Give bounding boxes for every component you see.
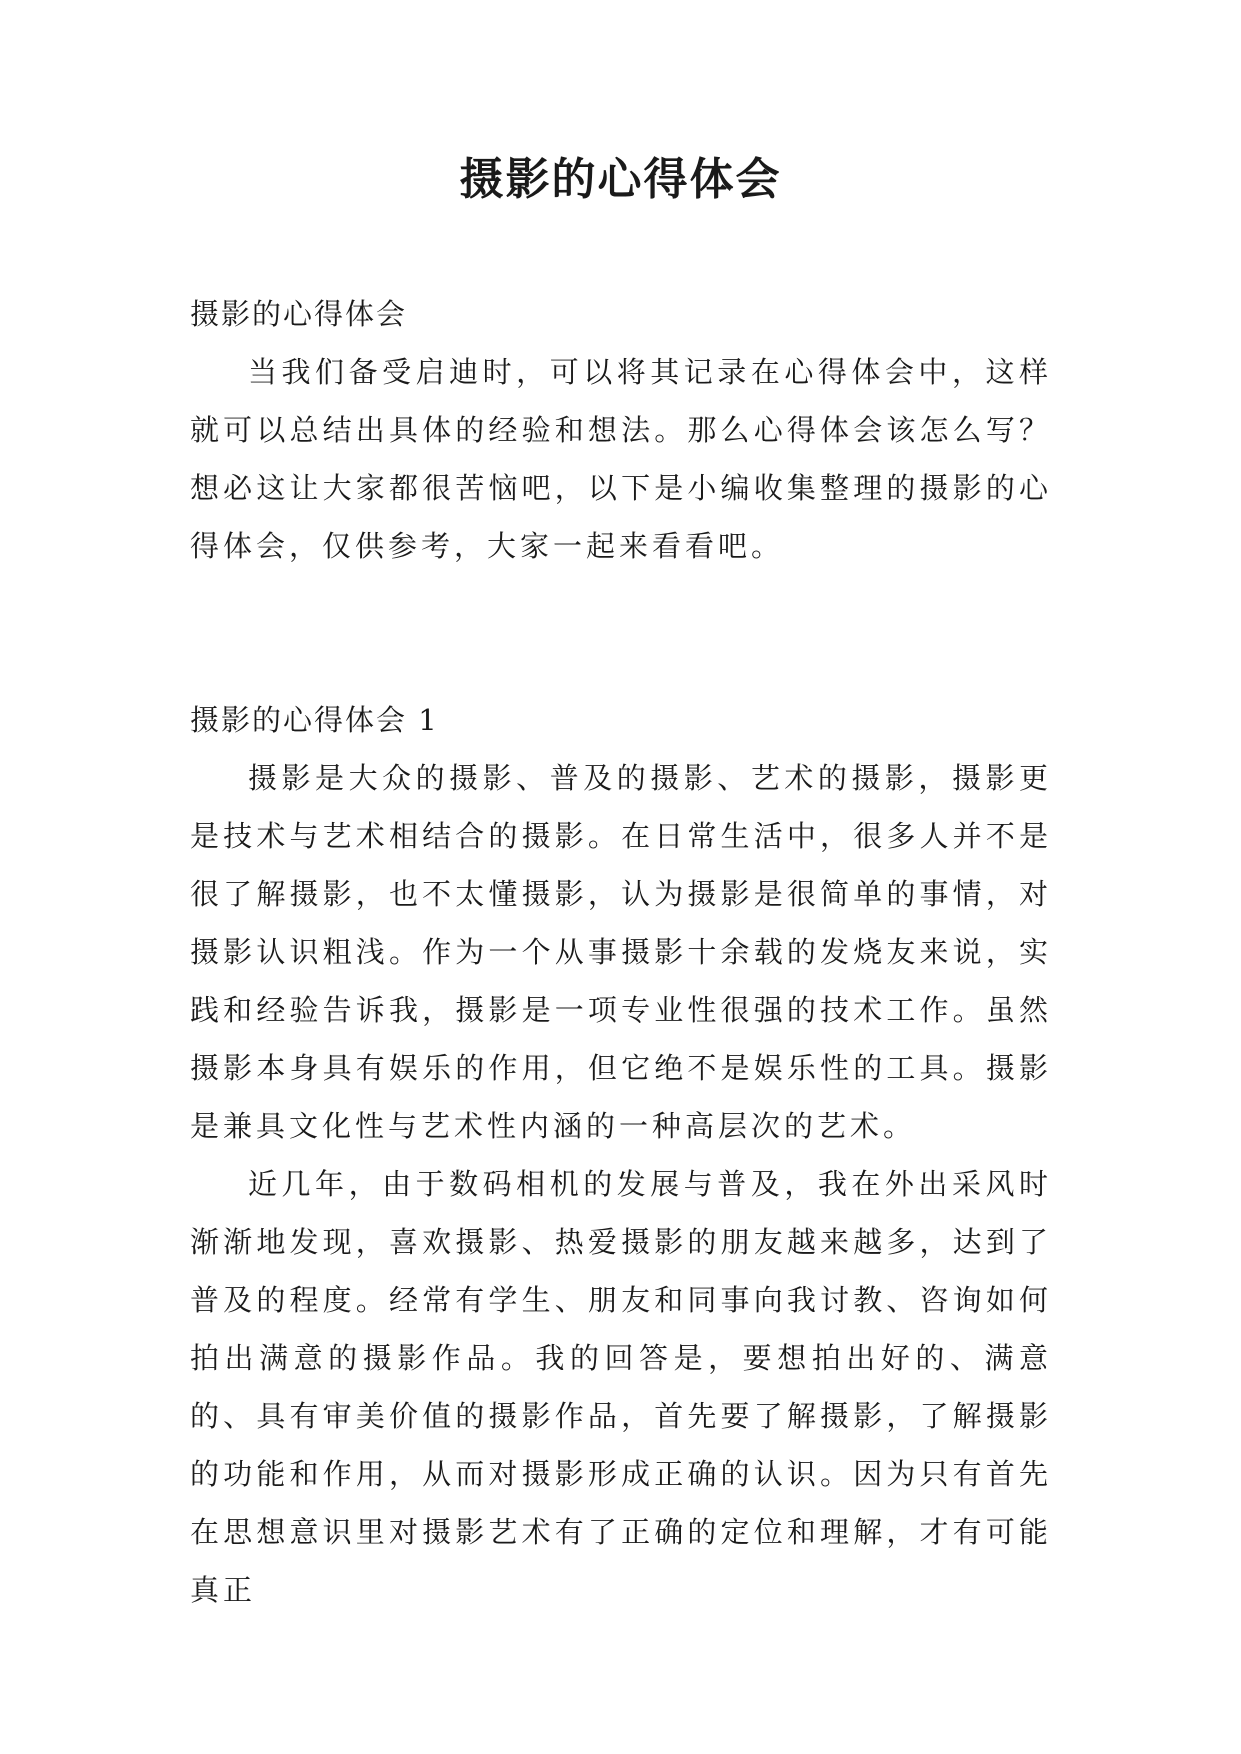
document-body bbox=[190, 285, 1052, 1619]
intro-heading: 摄影的心得体会 bbox=[190, 297, 408, 331]
section-1-heading: 摄影的心得体会 1 bbox=[190, 703, 439, 737]
intro-paragraph: 当我们备受启迪时，可以将其记录在心得体会中，这样就可以总结出具体的经验和想法。那么心得体会该怎么写？想必这让大家都很苦恼吧，以下是小编收集整理的摄影的心得体会，仅供参考，大家一起来看看吧。 bbox=[190, 355, 1052, 563]
section-1-paragraph-1: 摄影是大众的摄影、普及的摄影、艺术的摄影，摄影更是技术与艺术相结合的摄影。在日常生活中，很多人并不是很了解摄影，也不太懂摄影，认为摄影是很简单的事情，对摄影认识粗浅。作为一个从事摄影十余载的发烧友来说，实践和经验告诉我，摄影是一项专业性很强的技术工作。虽然摄影本身具有娱乐的作用，但它绝不是娱乐性的工具。摄影是兼具文化性与艺术性内涵的一种高层次的艺术。 bbox=[190, 761, 1052, 1143]
section-1-paragraph-2: 近几年，由于数码相机的发展与普及，我在外出采风时渐渐地发现，喜欢摄影、热爱摄影的朋友越来越多，达到了普及的程度。经常有学生、朋友和同事向我讨教、咨询如何拍出满意的摄影作品。我的回答是，要想拍出好的、满意的、具有审美价值的摄影作品，首先要了解摄影，了解摄影的功能和作用，从而对摄影形成正确的认识。因为只有首先在思想意识里对摄影艺术有了正确的定位和理解，才有可能真正 bbox=[190, 1167, 1052, 1607]
section-spacer bbox=[190, 575, 1052, 691]
document-title: 摄影的心得体会 bbox=[459, 154, 782, 205]
